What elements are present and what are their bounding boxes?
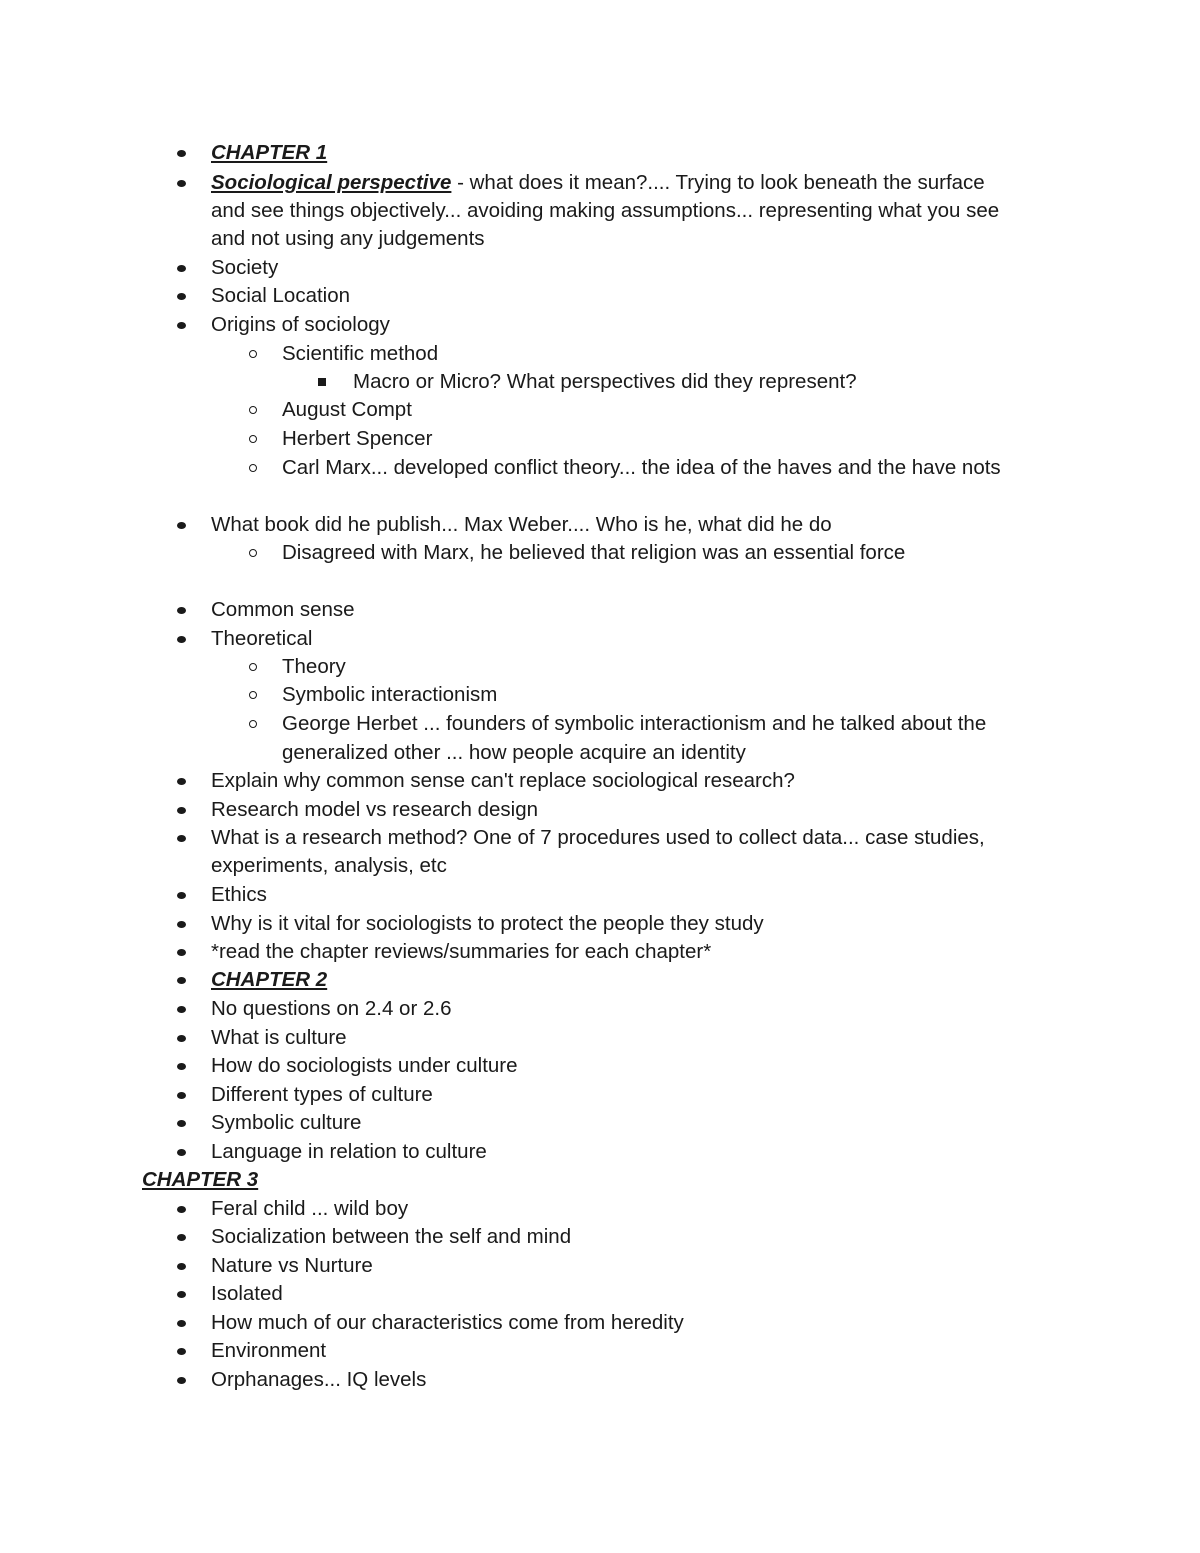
list-item-continuation xyxy=(0,739,1200,767)
list-item xyxy=(0,511,1200,539)
sociological-perspective-definition: - what does it mean?.... Trying to look beneath the surface xyxy=(451,171,985,194)
bullet-disc xyxy=(177,1063,186,1070)
continuation-text: generalized other ... how people acquire an identity xyxy=(282,741,746,764)
item-text: What is a research method? One of 7 procedures used to collect data... case studies, xyxy=(211,826,985,849)
sociological-perspective-text xyxy=(211,169,985,197)
bullet-disc xyxy=(177,807,186,814)
list-item xyxy=(0,1195,1200,1223)
item-text: Explain why common sense can't replace sociological research? xyxy=(211,769,795,792)
bullet-disc xyxy=(177,1092,186,1099)
item-text: Why is it vital for sociologists to protect the people they study xyxy=(211,912,764,935)
item-text: Environment xyxy=(211,1339,327,1362)
bullet-circle xyxy=(249,406,257,414)
list-item xyxy=(0,1109,1200,1137)
item-text: Herbert Spencer xyxy=(282,427,433,450)
list-item xyxy=(0,710,1200,738)
bullet-circle xyxy=(249,464,257,472)
item-text: Common sense xyxy=(211,598,355,621)
item-text: No questions on 2.4 or 2.6 xyxy=(211,997,452,1020)
bullet-disc xyxy=(177,949,186,956)
list-item-continuation xyxy=(0,852,1200,880)
continuation-text: experiments, analysis, etc xyxy=(211,854,447,877)
list-item xyxy=(0,881,1200,909)
item-text: *read the chapter reviews/summaries for each chapter* xyxy=(211,940,712,963)
item-text: Isolated xyxy=(211,1282,283,1305)
item-text: Orphanages... IQ levels xyxy=(211,1368,427,1391)
list-item xyxy=(0,1052,1200,1080)
list-item xyxy=(0,425,1200,453)
list-item xyxy=(0,139,1200,167)
item-text: Theoretical xyxy=(211,627,313,650)
bullet-disc xyxy=(177,1234,186,1241)
item-text: Symbolic culture xyxy=(211,1111,362,1134)
bullet-disc xyxy=(177,1291,186,1298)
list-item xyxy=(0,340,1200,368)
bullet-disc xyxy=(177,150,186,157)
list-item xyxy=(0,254,1200,282)
sociological-perspective-term: Sociological perspective xyxy=(211,171,452,194)
list-item xyxy=(0,1280,1200,1308)
bullet-circle xyxy=(249,350,257,358)
bullet-circle xyxy=(249,435,257,443)
bullet-disc xyxy=(177,522,186,529)
list-item xyxy=(0,169,1200,197)
bullet-disc xyxy=(177,265,186,272)
list-item xyxy=(0,1223,1200,1251)
item-text: Feral child ... wild boy xyxy=(211,1197,409,1220)
list-item xyxy=(0,539,1200,567)
item-text: Socialization between the self and mind xyxy=(211,1225,572,1248)
item-text: Society xyxy=(211,256,279,279)
bullet-disc xyxy=(177,1377,186,1384)
bullet-disc xyxy=(177,921,186,928)
list-item xyxy=(0,454,1200,482)
bullet-disc xyxy=(177,607,186,614)
bullet-disc xyxy=(177,1348,186,1355)
list-item xyxy=(0,1309,1200,1337)
continuation-text: and not using any judgements xyxy=(211,227,485,250)
bullet-disc xyxy=(177,1120,186,1127)
bullet-disc xyxy=(177,293,186,300)
bullet-disc xyxy=(177,322,186,329)
item-text: What book did he publish... Max Weber.... Who is he, what did he do xyxy=(211,513,832,536)
chapter-2-heading: CHAPTER 2 xyxy=(211,968,328,991)
list-item xyxy=(0,824,1200,852)
list-item xyxy=(0,767,1200,795)
item-text: George Herbet ... founders of symbolic interactionism and he talked about the xyxy=(282,712,987,735)
list-item xyxy=(0,368,1200,396)
list-item xyxy=(0,796,1200,824)
list-item xyxy=(0,966,1200,994)
chapter-3-heading: CHAPTER 3 xyxy=(142,1168,259,1191)
bullet-disc xyxy=(177,1035,186,1042)
bullet-disc xyxy=(177,636,186,643)
list-item xyxy=(0,653,1200,681)
list-item xyxy=(0,1024,1200,1052)
list-item xyxy=(0,1366,1200,1394)
bullet-disc xyxy=(177,1320,186,1327)
item-text: What is culture xyxy=(211,1026,347,1049)
item-text: Ethics xyxy=(211,883,267,906)
item-text: Symbolic interactionism xyxy=(282,683,498,706)
item-text: Origins of sociology xyxy=(211,313,390,336)
item-text: Disagreed with Marx, he believed that religion was an essential force xyxy=(282,541,906,564)
chapter-1-heading: CHAPTER 1 xyxy=(211,141,328,164)
bullet-disc xyxy=(177,1263,186,1270)
bullet-disc xyxy=(177,892,186,899)
item-text: How do sociologists under culture xyxy=(211,1054,518,1077)
item-text: August Compt xyxy=(282,398,412,421)
list-item-continuation xyxy=(0,197,1200,225)
bullet-circle xyxy=(249,663,257,671)
item-text: Language in relation to culture xyxy=(211,1140,487,1163)
chapter-3-heading-line xyxy=(0,1166,1200,1194)
list-item xyxy=(0,625,1200,653)
bullet-disc xyxy=(177,778,186,785)
list-item xyxy=(0,396,1200,424)
bullet-disc xyxy=(177,180,186,187)
item-text: Nature vs Nurture xyxy=(211,1254,373,1277)
bullet-disc xyxy=(177,1006,186,1013)
list-item xyxy=(0,938,1200,966)
list-item xyxy=(0,1081,1200,1109)
bullet-disc xyxy=(177,1206,186,1213)
item-text: Scientific method xyxy=(282,342,439,365)
list-item xyxy=(0,1337,1200,1365)
item-text: Different types of culture xyxy=(211,1083,433,1106)
list-item xyxy=(0,995,1200,1023)
item-text: How much of our characteristics come from heredity xyxy=(211,1311,684,1334)
list-item xyxy=(0,596,1200,624)
item-text: Theory xyxy=(282,655,346,678)
item-text: Macro or Micro? What perspectives did they represent? xyxy=(353,370,857,393)
item-text: Carl Marx... developed conflict theory... the idea of the haves and the have nots xyxy=(282,456,1001,479)
bullet-square xyxy=(318,378,326,386)
list-item xyxy=(0,1252,1200,1280)
bullet-circle xyxy=(249,549,257,557)
list-item xyxy=(0,311,1200,339)
bullet-circle xyxy=(249,720,257,728)
list-item xyxy=(0,282,1200,310)
list-item xyxy=(0,1138,1200,1166)
list-item xyxy=(0,910,1200,938)
bullet-circle xyxy=(249,691,257,699)
item-text: Research model vs research design xyxy=(211,798,539,821)
bullet-disc xyxy=(177,835,186,842)
continuation-text: and see things objectively... avoiding making assumptions... representing what you see xyxy=(211,199,1000,222)
list-item-continuation xyxy=(0,225,1200,253)
bullet-disc xyxy=(177,977,186,984)
item-text: Social Location xyxy=(211,284,351,307)
bullet-disc xyxy=(177,1149,186,1156)
list-item xyxy=(0,681,1200,709)
